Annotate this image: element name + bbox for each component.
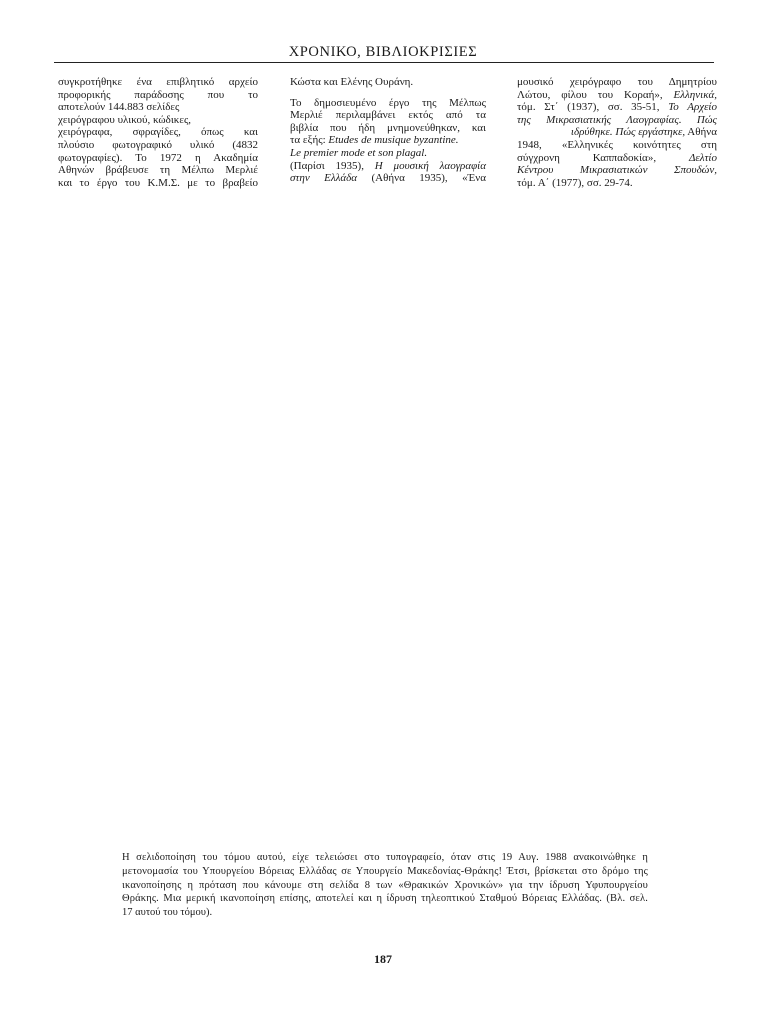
journal-title: Ελληνικά, xyxy=(673,88,717,101)
text-line: τόμ. Α΄ (1977), σσ. 29-74. xyxy=(517,176,633,189)
text-line: προφορικής παράδοσης που το xyxy=(58,88,258,101)
text-column-1 xyxy=(58,76,258,189)
text-line: πλούσιο φωτογραφικό υλικό (4832 xyxy=(58,138,258,151)
column-2-paragraph-2 xyxy=(290,97,486,185)
text-run: τόμ. Στ΄ (1937), σσ. 35-51, xyxy=(517,101,669,114)
column-2-paragraph-1 xyxy=(290,76,486,89)
note-line: μετονομασία του Υπουργείου Βόρειας Ελλάδας σε Υπουργείο Μακεδονίας-Θράκης! Έτσι, βρίσκεται στο δρόμο της xyxy=(122,865,648,877)
note-line: Θράκης. Μια μερική ικανοποίηση επίσης, αποτελεί και η ίδρυση τηλεοπτικού Σταθμού Βόρειας Ελλάδας. (Βλ. σελ. xyxy=(122,893,648,905)
text-line: αποτελούν 144.883 σελίδες xyxy=(58,101,180,114)
text-line xyxy=(517,126,717,139)
note-line: ικανοποίησης η πρόταση που κάνουμε στη σελίδα 8 των «Θρακικών Χρονικών» για την ίδρυση Υφυπουργείου xyxy=(122,879,648,891)
text-line: φωτογραφίες). Το 1972 η Ακαδημία xyxy=(58,151,258,164)
running-title: ΧΡΟΝΙΚΟ, ΒΙΒΛΙΟΚΡΙΣΙΕΣ xyxy=(288,44,478,60)
text-line xyxy=(517,89,717,102)
text-line: συγκροτήθηκε ένα επιβλητικό αρχείο xyxy=(58,76,258,88)
text-line: βιβλία που ήδη μνημονεύθηκαν, και xyxy=(290,121,486,134)
text-line: 1948, «Ελληνικές κοινότητες στη xyxy=(517,138,717,151)
text-line xyxy=(517,101,717,114)
text-line xyxy=(517,164,717,177)
header-rule xyxy=(54,62,714,63)
text-line xyxy=(290,134,486,147)
editorial-note xyxy=(122,851,648,920)
column-3-paragraph xyxy=(517,76,717,189)
text-line xyxy=(290,172,486,185)
text-run: σύγχρονη Καππαδοκία», xyxy=(517,151,689,164)
text-line: Το δημοσιευμένο έργο της Μέλπως xyxy=(290,96,486,109)
text-line xyxy=(517,114,717,127)
page-number: 187 xyxy=(374,952,392,966)
book-title: στην Ελλάδα xyxy=(290,172,358,185)
text-run: (Παρίσι 1935), xyxy=(290,159,375,172)
book-title: ιδρύθηκε. Πώς εργάστηκε, xyxy=(570,126,686,139)
text-run: Αθήνα xyxy=(685,126,717,139)
text-column-2 xyxy=(290,76,486,185)
journal-title: Κέντρου Μικρασιατικών Σπουδών, xyxy=(517,164,717,177)
journal-title: Δελτίο xyxy=(688,151,717,164)
note-line: Η σελιδοποίηση του τόμου αυτού, είχε τελειώσει στο τυπογραφείο, όταν στις 19 Αυγ. 1988 ανακοινώθηκε η xyxy=(122,852,648,863)
text-line: Μερλιέ περιλαμβάνει εκτός από τα xyxy=(290,109,486,122)
book-title: της Μικρασιατικής Λαογραφίας. Πώς xyxy=(517,113,717,126)
text-line: μουσικό χειρόγραφο του Δημητρίου xyxy=(517,76,717,88)
book-title: Το Αρχείο xyxy=(668,101,717,114)
text-line: και το έργο του Κ.Μ.Σ. με το βραβείο xyxy=(58,176,258,189)
text-line: Κώστα και Ελένης Ουράνη. xyxy=(290,76,414,88)
book-title: Η μουσική λαογραφία xyxy=(374,159,487,172)
text-run: τα εξής: xyxy=(290,134,329,147)
text-line xyxy=(517,152,717,165)
text-run: (Αθήνα 1935), «Ένα xyxy=(357,172,486,185)
text-line: χειρόγραφα, σφραγίδες, όπως και xyxy=(58,126,258,139)
note-line: 17 αυτού του τόμου). xyxy=(122,907,213,919)
text-column-3 xyxy=(517,76,717,189)
text-line: χειρόγραφου υλικού, κώδικες, xyxy=(58,113,192,126)
text-run: Λώτου, φίλου του Κοραή», xyxy=(517,88,674,101)
book-title: Etudes de musique byzantine. xyxy=(328,134,459,147)
text-line: Αθηνών βράβευσε τη Μέλπω Μερλιέ xyxy=(58,164,258,177)
book-title: Le premier mode et son plagal. xyxy=(290,146,428,159)
text-line xyxy=(290,160,486,173)
column-1-paragraph xyxy=(58,76,258,189)
text-line xyxy=(290,147,486,160)
